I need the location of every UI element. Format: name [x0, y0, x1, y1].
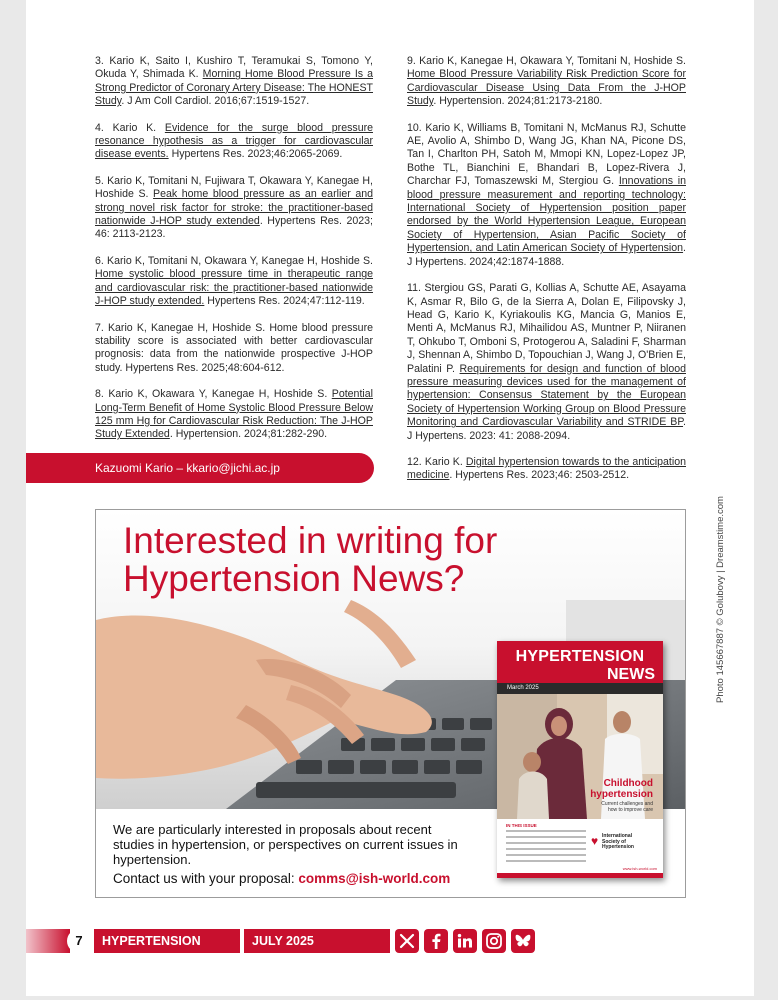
- magazine-title-line1: HYPERTENSION: [515, 648, 645, 665]
- references-left-column: [95, 55, 373, 455]
- magazine-feature-subtitle: Current challenges and how to improve care: [601, 801, 653, 813]
- magazine-footer-bar: [497, 873, 663, 878]
- page: [26, 0, 754, 996]
- x-icon[interactable]: [395, 929, 419, 953]
- magazine-date: March 2025: [497, 683, 663, 694]
- promo-box: [95, 509, 686, 898]
- magazine-title-line2: NEWS: [607, 666, 655, 683]
- magazine-feature-title: Childhood hypertension: [590, 778, 653, 800]
- magazine-url: www.ish-world.com: [622, 866, 657, 871]
- reference-4: 4. Kario K. Evidence for the surge blood pressure resonance hypothesis as a trigger for cardiovascular disease events. Hypertens Res. 2023;46:2065-2069.: [95, 121, 373, 161]
- reference-11-link[interactable]: Requirements for design and function of blood pressure measuring devices used for the management of hypertension: Consensus Statement by the European Society of Hypertension Working Group on Blood Pressure Monitoring and Cardiovascular Variability and STRIDE BP: [407, 362, 686, 429]
- reference-5-link[interactable]: Peak home blood pressure as an earlier and strong novel risk factor for stroke: the practitioner-based nationwide J-HOP study extended: [95, 188, 373, 228]
- reference-9-link[interactable]: Home Blood Pressure Variability Risk Prediction Score for Cardiovascular Disease Using Data From the J-HOP Study: [407, 68, 686, 108]
- bluesky-icon[interactable]: [511, 929, 535, 953]
- reference-10-link[interactable]: Innovations in blood pressure measurement and reporting technology: International Society of Hypertension position paper endorsed by the World Hypertension League, European Society of Hypertension, Asian Pacific Society of Hypertension, and Latin American Society of Hypertension: [407, 175, 686, 255]
- reference-3-link[interactable]: Morning Home Blood Pressure Is a Strong Predictor of Coronary Artery Disease: The HONEST Study: [95, 68, 373, 108]
- reference-4-link[interactable]: Evidence for the surge blood pressure resonance hypothesis as a trigger for cardiovascular disease events.: [95, 121, 373, 161]
- promo-contact: Contact us with your proposal: comms@ish-world.com: [113, 871, 451, 886]
- footer-publication-name: HYPERTENSION NEWS: [94, 929, 240, 953]
- reference-7: 7. Kario K, Kanegae H, Hoshide S. Home blood pressure stability score is associated with better cardiovascular prognosis: data from the nationwide prospective J-HOP study. Hypertens Res. 2025;48:604-612.: [95, 321, 373, 374]
- reference-6-link[interactable]: Home systolic blood pressure time in therapeutic range and cardiovascular risk: the practitioner-based nationwide J-HOP study extended.: [95, 268, 373, 308]
- reference-8: 8. Kario K, Okawara Y, Kanegae H, Hoshide S. Potential Long-Term Benefit of Home Systolic Blood Pressure Below 125 mm Hg for Cardiovascular Risk Reduction: The J-HOP Study Extended. Hypertension. 2024;81:282-290.: [95, 388, 373, 441]
- reference-10: 10. Kario K, Williams B, Tomitani N, McManus RJ, Schutte AE, Avolio A, Shimbo D, Wang JG, Khan NA, Picone DS, Tan I, Charlton PH, Satoh M, Mmopi KN, Lopez-Lopez JP, Bothe TL, Bianchini E, Bhandari B, Lopez-Rivera J, Charchar FJ, Tomaszewski M, Stergiou G. Innovations in blood pressure measurement and reporting technology: International Society of Hypertension position paper endorsed by the World Hypertension League, European Society of Hypertension, Asian Pacific Society of Hypertension, and Latin American Society of Hypertension. J Hypertens. 2024;42:1874-1888.: [407, 121, 686, 268]
- magazine-society-name: International Society of Hypertension: [602, 833, 634, 850]
- magazine-cover: [497, 641, 663, 878]
- author-contact-bar[interactable]: Kazuomi Kario – kkario@jichi.ac.jp: [26, 453, 374, 483]
- reference-6: 6. Kario K, Tomitani N, Okawara Y, Kanegae H, Hoshide S. Home systolic blood pressure time in therapeutic range and cardiovascular risk: the practitioner-based nationwide J-HOP study extended. Hypertens Res. 2024;47:112-119.: [95, 254, 373, 308]
- promo-title: Interested in writing for Hypertension News?: [123, 520, 498, 599]
- references-right-column: [407, 55, 686, 496]
- instagram-icon[interactable]: [482, 929, 506, 953]
- magazine-issue-label: IN THIS ISSUE: [506, 823, 537, 828]
- reference-5: 5. Kario K, Tomitani N, Fujiwara T, Okawara Y, Kanegae H, Hoshide S. Peak home blood pressure as an earlier and strong novel risk factor for stroke: the practitioner-based nationwide J-HOP study extended. Hypertens Res. 2023; 46: 2113-2123.: [95, 174, 373, 241]
- linkedin-icon[interactable]: [453, 929, 477, 953]
- promo-description: We are particularly interested in proposals about recent studies in hypertension, or perspectives on current issues in hypertension.: [113, 822, 458, 867]
- photo-credit: Photo 145667887 © Golubovy | Dreamstime.com: [715, 496, 726, 703]
- magazine-contents: [497, 819, 663, 878]
- reference-3: 3. Kario K, Saito I, Kushiro T, Teramukai S, Tomono Y, Okuda Y, Shimada K. Morning Home Blood Pressure Is a Strong Predictor of Coronary Artery Disease: The HONEST Study. J Am Coll Cardiol. 2016;67:1519-1527.: [95, 55, 373, 108]
- footer-issue-date: JULY 2025: [244, 929, 390, 953]
- facebook-icon[interactable]: [424, 929, 448, 953]
- reference-12: 12. Kario K. Digital hypertension towards to the anticipation medicine. Hypertens Res. 2023;46: 2503-2512.: [407, 455, 686, 482]
- ish-logo-icon: ♥: [591, 834, 599, 848]
- page-number: 7: [67, 929, 91, 953]
- promo-email-link[interactable]: comms@ish-world.com: [298, 871, 451, 886]
- reference-8-link[interactable]: Potential Long-Term Benefit of Home Systolic Blood Pressure Below 125 mm Hg for Cardiovascular Risk Reduction: The J-HOP Study Extended: [95, 388, 373, 441]
- reference-9: 9. Kario K, Kanegae H, Okawara Y, Tomitani N, Hoshide S. Home Blood Pressure Variability Risk Prediction Score for Cardiovascular Disease Using Data From the J-HOP Study. Hypertension. 2024;81:2173-2180.: [407, 55, 686, 108]
- reference-11: 11. Stergiou GS, Parati G, Kollias A, Schutte AE, Asayama K, Asmar R, Bilo G, de la Sierra A, Dolan E, Filipovsky J, Head G, Kario K, Kyriakoulis KG, Mancia G, Manios E, Menti A, McManus RJ, Mihailidou AS, Muntner P, Niiranen T, Ohkubo T, Omboni S, Protogerou A, Saladini F, Sharman J, Shennan A, Shimbo D, Topouchian J, Wang J, O'Brien E, Palatini P. Requirements for design and function of blood pressure measuring devices used for the management of hypertension: Consensus Statement by the European Society of Hypertension Working Group on Blood Pressure Monitoring and Cardiovascular Variability and STRIDE BP. J Hypertens. 2023: 41: 2088-2094.: [407, 282, 686, 442]
- magazine-contents-lines: [506, 830, 586, 866]
- page-footer: [0, 929, 778, 972]
- reference-12-link[interactable]: Digital hypertension towards to the anticipation medicine: [407, 455, 686, 482]
- footer-fade-bar: [26, 929, 70, 953]
